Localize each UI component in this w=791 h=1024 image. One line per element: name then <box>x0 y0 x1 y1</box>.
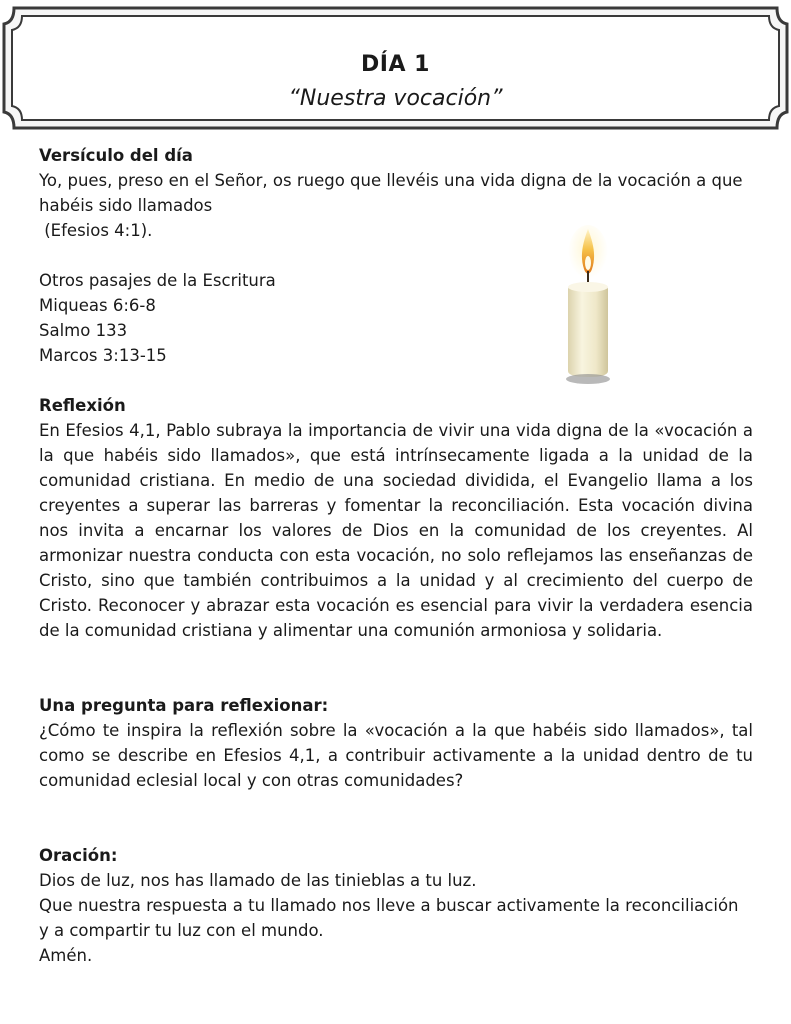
scripture-heading: Otros pasajes de la Escritura <box>39 271 276 290</box>
title-banner <box>0 0 791 138</box>
question-text: ¿Cómo te inspira la reflexión sobre la «vocación a la que habéis sido llamados», tal como se describe en Efesios 4,1, a contribuir activamente a la unidad dentro de tu comunidad eclesial local y con otras comunidades? <box>39 721 753 790</box>
verse-line: Yo, pues, preso en el Señor, os ruego que llevéis una vida digna de la vocación a que <box>39 171 743 190</box>
page-content <box>39 143 753 968</box>
prayer-line: Que nuestra respuesta a tu llamado nos lleve a buscar activamente la reconciliación <box>39 896 739 915</box>
reflection-heading: Reflexión <box>39 396 126 415</box>
verse-line: habéis sido llamados <box>39 196 213 215</box>
prayer-amen: Amén. <box>39 946 93 965</box>
reflection-text: En Efesios 4,1, Pablo subraya la importancia de vivir una vida digna de la «vocación a la que habéis sido llamados», que está intrínsecamente ligada a la unidad de la comunidad cristiana. En medio de una sociedad dividida, el Evangelio llama a los creyentes a superar las barreras y fomentar la reconciliación. Esta vocación divina nos invita a encarnar los valores de Dios en la comunidad de los creyentes. Al armonizar nuestra conducta con esta vocación, no solo reflejamos las enseñanzas de Cristo, sino que también contribuimos a la unidad y al crecimiento del cuerpo de Cristo. Reconocer y abrazar esta vocación es esencial para vivir la verdadera esencia de la comunidad cristiana y alimentar una comunión armoniosa y solidaria. <box>39 421 753 640</box>
question-heading: Una pregunta para reflexionar: <box>39 696 329 715</box>
candle-icon <box>552 225 624 387</box>
scripture-item: Miqueas 6:6-8 <box>39 296 156 315</box>
page-subtitle: “Nuestra vocación” <box>288 86 503 111</box>
scripture-item: Marcos 3:13-15 <box>39 346 167 365</box>
prayer-line: y a compartir tu luz con el mundo. <box>39 921 324 940</box>
verse-heading: Versículo del día <box>39 146 193 165</box>
verse-reference: (Efesios 4:1). <box>39 221 153 240</box>
page-title: DÍA 1 <box>361 52 430 77</box>
prayer-line: Dios de luz, nos has llamado de las tinieblas a tu luz. <box>39 871 477 890</box>
scripture-item: Salmo 133 <box>39 321 128 340</box>
prayer-heading: Oración: <box>39 846 118 865</box>
